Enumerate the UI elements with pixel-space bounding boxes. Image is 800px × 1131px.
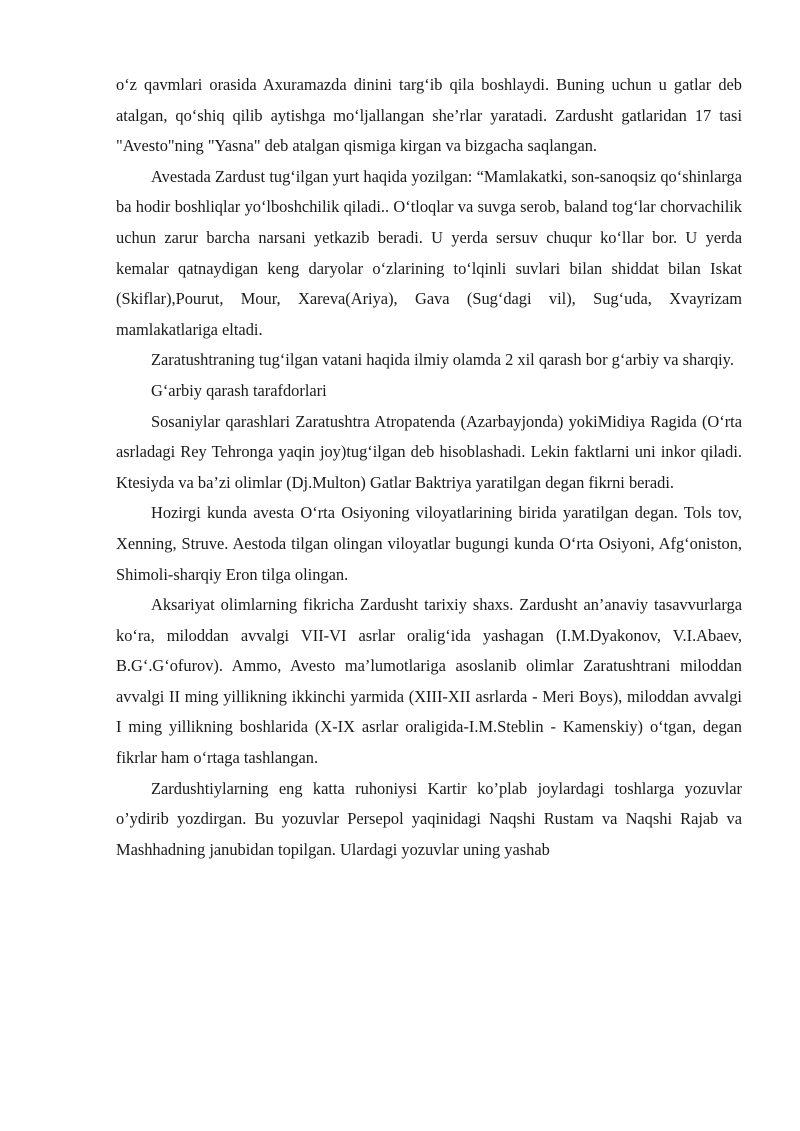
paragraph-8: Zardushtiylarning eng katta ruhoniysi Kartir ko’plab joylardagi toshlarga yozuvlar o’ydirib yozdirgan. Bu yozuvlar Persepol yaqinidagi Naqshi Rustam va Naqshi Rajab va Mashhadning janubidan topilgan. Ulardagi yozuvlar uning yashab: [116, 778, 742, 859]
paragraph-7: Aksariyat olimlarning fikricha Zardusht tarixiy shaxs. Zardusht an’anaviy tasavvurlarga ko‘ra, miloddan avvalgi VII-VI asrlar oralig‘ida yashagan (I.M.Dyakonov, V.I.Abaev, B.G‘.G‘ofurov). Ammo, Avesto ma’lumotlariga asoslanib olimlar Zaratushtrani miloddan avvalgi II ming yillikning ikkinchi yarmida (XIII-XII asrlarda - Meri Boys), miloddan avvalgi I ming yillikning boshlarida (X-IX asrlar oraligida-I.M.Steblin - Kamenskiy) o‘tgan, degan fikrlar ham o‘rtaga tashlangan.: [116, 595, 742, 768]
paragraph-4: G‘arbiy qarash tarafdorlari: [151, 380, 327, 400]
paragraph-5: Sosaniylar qarashlari Zaratushtra Atropatenda (Azarbayjonda) yokiMidiya Ragida (O‘rta asrladagi Rey Tehronga yaqin joy)tug‘ilgan deb hisoblashadi. Lekin faktlarni uni inkor qiladi. Ktesiyda va ba’zi olimlar (Dj.Multon) Gatlar Baktriya yaratilgan degan fikrni beradi.: [116, 411, 742, 492]
document-page: [116, 70, 742, 865]
paragraph-2: Avestada Zardust tug‘ilgan yurt haqida yozilgan: “Mamlakatki, son-sanoqsiz qo‘shinlarga ba hodir boshliqlar yo‘lboshchilik qiladi.. O‘tloqlar va suvga serob, baland tog‘lar chorvachilik uchun zarur barcha narsani yetkazib beradi. U yerda sersuv chuqur ko‘llar bor. U yerda kemalar qatnaydigan keng daryolar o‘zlarining to‘lqinli suvlari bilan shiddat bilan Iskat (Skiflar),Pourut, Mour, Xareva(Ariya), Gava (Sug‘dagi vil), Sug‘uda, Xvayrizam mamlakatlariga eltadi.: [116, 166, 742, 339]
paragraph-3: Zaratushtraning tug‘ilgan vatani haqida ilmiy olamda 2 xil qarash bor g‘arbiy va sharqiy.: [151, 350, 734, 370]
paragraph-6: Hozirgi kunda avesta O‘rta Osiyoning viloyatlarining birida yaratilgan degan. Tols tov, Xenning, Struve. Aestoda tilgan olingan viloyatlar bugungi kunda O‘rta Osiyoni, Afg‘oniston, Shimoli-sharqiy Eron tilga olingan.: [116, 503, 742, 584]
paragraph-1: o‘z qavmlari orasida Axuramazda dinini targ‘ib qila boshlaydi. Buning uchun u gatlar deb atalgan, qo‘shiq qilib aytishga mo‘ljallangan she’rlar yaratadi. Zardusht gatlaridan 17 tasi "Avesto"ning "Yasna" deb atalgan qismiga kirgan va bizgacha saqlangan.: [116, 75, 742, 156]
